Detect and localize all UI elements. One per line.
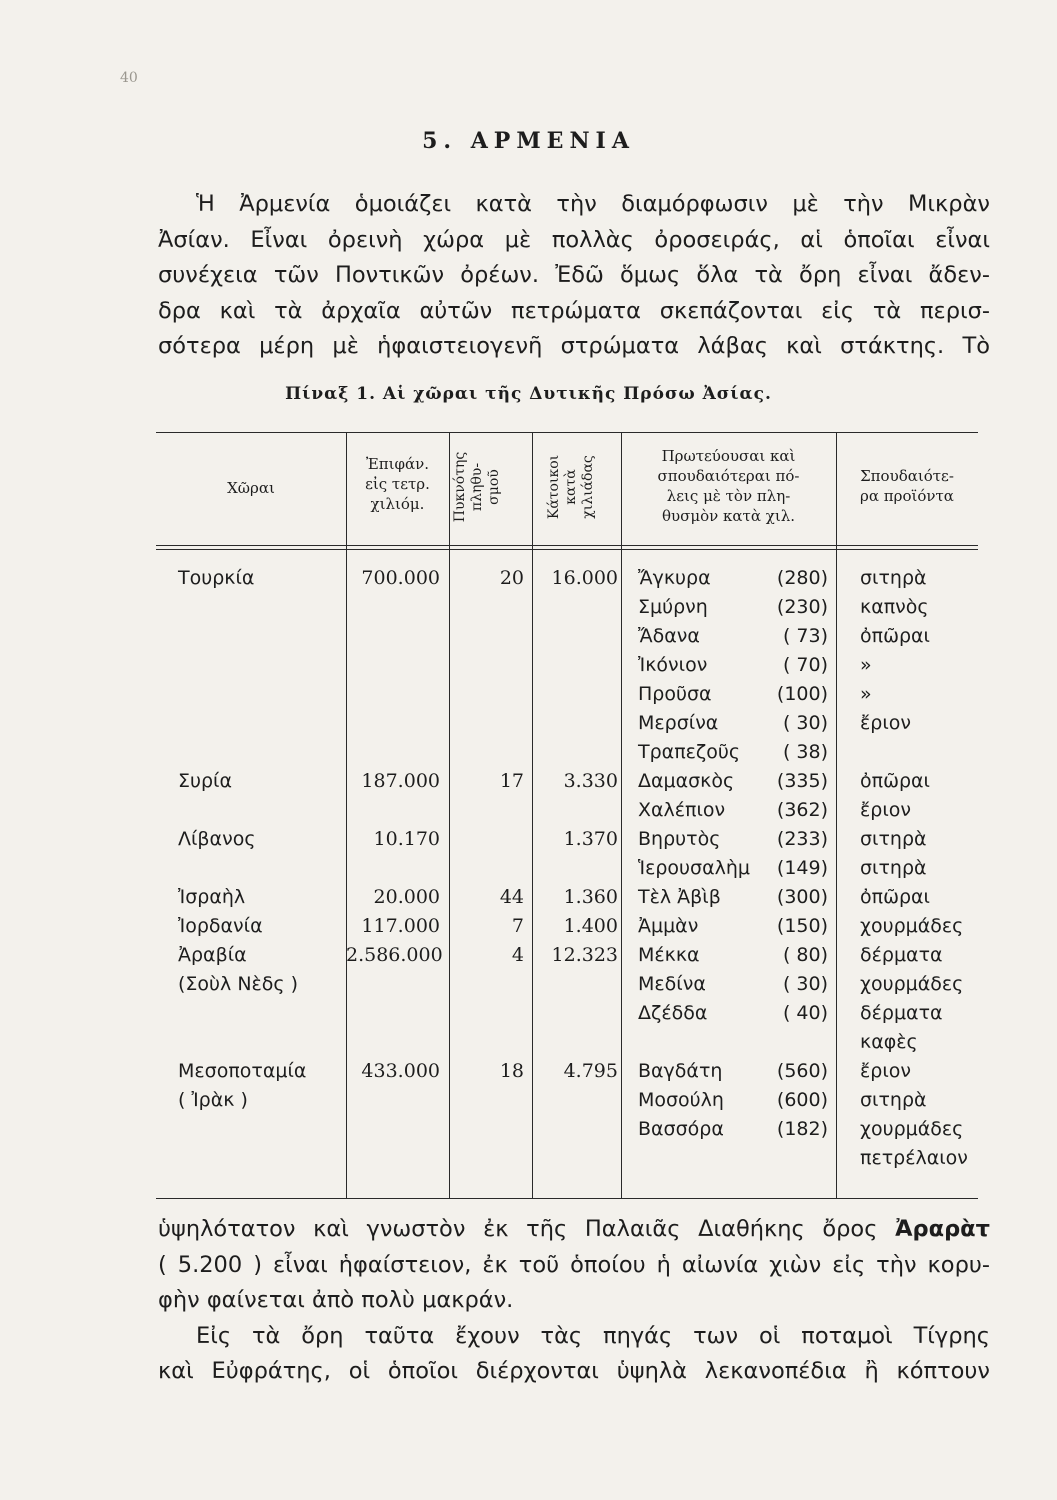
density-cell: 4	[511, 944, 524, 966]
city-cell: Βηρυτὸς	[638, 828, 721, 850]
table-row	[156, 709, 978, 738]
header-products-line: ρα προϊόντα	[860, 487, 954, 505]
product-cell: ὀπῶραι	[860, 886, 930, 908]
product-cell: ἔριον	[860, 799, 911, 821]
header-capitals-line: θυσμὸν κατὰ χιλ.	[661, 507, 795, 525]
paragraph-line: Εἰς τὰ ὄρη ταῦτα ἔχουν τὰς πηγάς των οἱ ποταμοὶ Τίγρης	[196, 1322, 990, 1349]
area-cell: 433.000	[361, 1060, 440, 1082]
table-row	[156, 796, 978, 825]
city-population-cell: ( 30)	[782, 712, 828, 734]
city-cell: Ἱερουσαλὴμ	[638, 857, 750, 879]
area-cell: 117.000	[361, 915, 440, 937]
area-cell: 187.000	[361, 770, 440, 792]
city-cell: Ἄγκυρα	[638, 567, 711, 589]
country-cell: Τουρκία	[178, 567, 255, 589]
paragraph-line: φὴν φαίνεται ἀπὸ πολὺ μακράν.	[158, 1287, 514, 1313]
header-capitals-line: Πρωτεύουσαι καὶ	[661, 447, 796, 465]
city-population-cell: (300)	[776, 886, 828, 908]
density-cell: 18	[499, 1060, 524, 1082]
table-row	[156, 680, 978, 709]
paragraph-line: σότερα μέρη μὲ ἡφαιστειογενῆ στρώματα λάβας καὶ στάκτης. Τὸ	[158, 333, 990, 359]
header-capitals-line: λεις μὲ τὸν πλη-	[666, 487, 791, 505]
header-area-line: χιλιόμ.	[370, 495, 425, 513]
city-population-cell: (280)	[776, 567, 828, 589]
city-cell: Δαμασκὸς	[638, 770, 735, 792]
paragraph-line: δρα καὶ τὰ ἀρχαῖα αὐτῶν πετρώματα σκεπάζονται εἰς τὰ περισ-	[158, 297, 990, 324]
city-population-cell: ( 30)	[782, 973, 828, 995]
population-cell: 1.400	[563, 915, 618, 937]
paragraph-line	[158, 1212, 990, 1248]
table-row	[156, 883, 978, 912]
product-cell: πετρέλαιον	[860, 1147, 968, 1169]
product-cell: χουρμάδες	[860, 973, 964, 995]
population-cell: 16.000	[551, 567, 618, 589]
header-divider	[156, 545, 978, 546]
city-population-cell: (600)	[776, 1089, 828, 1111]
header-density	[452, 437, 512, 537]
city-population-cell: ( 73)	[782, 625, 828, 647]
table-row	[156, 941, 978, 970]
header-capitals-line: σπουδαιότεραι πό-	[657, 467, 800, 485]
city-cell: Μεδίνα	[638, 973, 706, 995]
population-cell: 1.370	[563, 828, 618, 850]
city-population-cell: (182)	[776, 1118, 828, 1140]
paragraph-line: Ἡ Ἀρμενία ὁμοιάζει κατὰ τὴν διαμόρφωσιν μὲ τὴν Μικρὰν	[196, 191, 990, 217]
header-capitals	[621, 446, 836, 526]
country-cell: ( Ἰρὰκ )	[178, 1089, 248, 1111]
country-cell: Ἀραβία	[178, 944, 247, 966]
table-row	[156, 1144, 978, 1173]
product-cell: δέρματα	[860, 944, 943, 966]
city-cell: Προῦσα	[638, 683, 712, 705]
city-cell: Τραπεζοῦς	[638, 741, 741, 763]
city-cell: Ἀμμὰν	[638, 915, 699, 937]
table-row	[156, 1115, 978, 1144]
city-population-cell: (560)	[776, 1060, 828, 1082]
table-row	[156, 738, 978, 767]
city-cell: Δζέδδα	[638, 1002, 708, 1024]
paragraph-line: ( 5.200 ) εἶναι ἡφαίστειον, ἐκ τοῦ ὁποίου ἡ αἰωνία χιὼν εἰς τὴν κορυ-	[158, 1251, 990, 1278]
table-row	[156, 999, 978, 1028]
city-cell: Μοσούλη	[638, 1089, 724, 1111]
density-cell: 7	[511, 915, 524, 937]
city-cell: Μέκκα	[638, 944, 700, 966]
table-row	[156, 1057, 978, 1086]
product-cell: δέρματα	[860, 1002, 943, 1024]
city-population-cell: (149)	[776, 857, 828, 879]
header-area-line: Ἐπιφάν.	[365, 455, 430, 473]
header-population	[546, 437, 606, 537]
table-row	[156, 825, 978, 854]
header-area-line: εἰς τετρ.	[365, 475, 430, 493]
table-body	[156, 564, 978, 1173]
city-population-cell: (150)	[776, 915, 828, 937]
country-cell: Λίβανος	[178, 828, 256, 850]
header-density-line: Πυκνότης	[452, 451, 468, 523]
city-cell: Βαγδάτη	[638, 1060, 723, 1082]
city-cell: Σμύρνη	[638, 596, 708, 618]
product-cell: σιτηρὰ	[860, 1089, 927, 1111]
product-cell: χουρμάδες	[860, 1118, 964, 1140]
product-cell: ὀπῶραι	[860, 625, 930, 647]
city-population-cell: (335)	[776, 770, 828, 792]
header-population-line: Κάτοικοι	[546, 454, 562, 520]
product-cell: χουρμάδες	[860, 915, 964, 937]
product-cell: ὀπῶραι	[860, 770, 930, 792]
city-population-cell: ( 80)	[782, 944, 828, 966]
paragraph-ararat	[158, 1212, 990, 1390]
product-cell: καπνὸς	[860, 596, 929, 618]
city-cell: Χαλέπιον	[638, 799, 726, 821]
table-row	[156, 854, 978, 883]
area-cell: 20.000	[373, 886, 440, 908]
population-cell: 1.360	[563, 886, 618, 908]
section-title: 5. ΑΡΜΕΝΙΑ	[422, 128, 635, 154]
city-population-cell: ( 70)	[782, 654, 828, 676]
population-cell: 12.323	[551, 944, 618, 966]
header-density-line: σμοῦ	[486, 469, 502, 505]
country-cell: Μεσοποταμία	[178, 1060, 307, 1082]
city-cell: Τὲλ Ἀβὶβ	[638, 886, 721, 908]
product-cell: σιτηρὰ	[860, 567, 927, 589]
table-row	[156, 1086, 978, 1115]
header-population-line: χιλιάδας	[580, 455, 596, 519]
country-cell: Συρία	[178, 770, 233, 792]
country-cell: Ἰσραὴλ	[178, 886, 246, 908]
table-row	[156, 564, 978, 593]
countries-table	[156, 432, 978, 1197]
city-cell: Ἄδανα	[638, 625, 700, 647]
table-caption: Πίναξ 1. Αἱ χῶραι τῆς Δυτικῆς Πρόσω Ἀσίας.	[285, 384, 772, 404]
header-country: Χῶραι	[227, 479, 275, 497]
city-population-cell: (230)	[776, 596, 828, 618]
paragraph-text: ὑψηλότατον καὶ γνωστὸν ἐκ τῆς Παλαιᾶς Διαθήκης ὄρος	[158, 1216, 878, 1242]
header-density-line: πληθυ-	[469, 462, 485, 512]
page-corner-mark: 40	[120, 70, 138, 86]
table-row	[156, 651, 978, 680]
table-row	[156, 912, 978, 941]
population-cell: 3.330	[563, 770, 618, 792]
table-row	[156, 767, 978, 796]
paragraph-line: καὶ Εὐφράτης, οἱ ὁποῖοι διέρχονται ὑψηλὰ λεκανοπέδια ἢ κόπτουν	[158, 1358, 990, 1384]
product-cell: »	[860, 683, 872, 705]
area-cell: 2.586.000	[346, 944, 443, 966]
table-row	[156, 622, 978, 651]
density-cell: 20	[499, 567, 524, 589]
table-row	[156, 593, 978, 622]
country-cell: Ἰορδανία	[178, 915, 263, 937]
paragraph-line: συνέχεια τῶν Ποντικῶν ὀρέων. Ἐδῶ ὅμως ὅλα τὰ ὄρη εἶναι ἄδεν-	[158, 262, 990, 288]
paragraph-line: Ἀσίαν. Εἶναι ὀρεινὴ χώρα μὲ πολλὰς ὀροσειράς, αἱ ὁποῖαι εἶναι	[158, 226, 990, 253]
header-products	[836, 466, 978, 506]
density-cell: 44	[499, 886, 524, 908]
header-population-line: κατὰ	[563, 469, 579, 505]
paragraph-intro	[158, 187, 990, 365]
product-cell: ἔριον	[860, 712, 911, 734]
city-cell: Βασσόρα	[638, 1118, 724, 1140]
density-cell: 17	[499, 770, 524, 792]
city-population-cell: (362)	[776, 799, 828, 821]
table-row	[156, 970, 978, 999]
product-cell: σιτηρὰ	[860, 857, 927, 879]
product-cell: ἔριον	[860, 1060, 911, 1082]
product-cell: »	[860, 654, 872, 676]
city-cell: Ἰκόνιον	[638, 654, 708, 676]
header-area	[346, 454, 449, 514]
mountain-name: Ἀραρὰτ	[895, 1216, 990, 1242]
country-cell: (Σοὺλ Νὲδς )	[178, 973, 299, 995]
product-cell: σιτηρὰ	[860, 828, 927, 850]
population-cell: 4.795	[563, 1060, 618, 1082]
product-cell: καφὲς	[860, 1031, 918, 1053]
area-cell: 700.000	[361, 567, 440, 589]
header-products-line: Σπουδαιότε-	[860, 467, 954, 485]
header-divider	[156, 549, 978, 550]
city-population-cell: (233)	[776, 828, 828, 850]
table-row	[156, 1028, 978, 1057]
city-population-cell: ( 40)	[782, 1002, 828, 1024]
area-cell: 10.170	[373, 828, 440, 850]
city-cell: Μερσίνα	[638, 712, 719, 734]
city-population-cell: ( 38)	[782, 741, 828, 763]
city-population-cell: (100)	[776, 683, 828, 705]
